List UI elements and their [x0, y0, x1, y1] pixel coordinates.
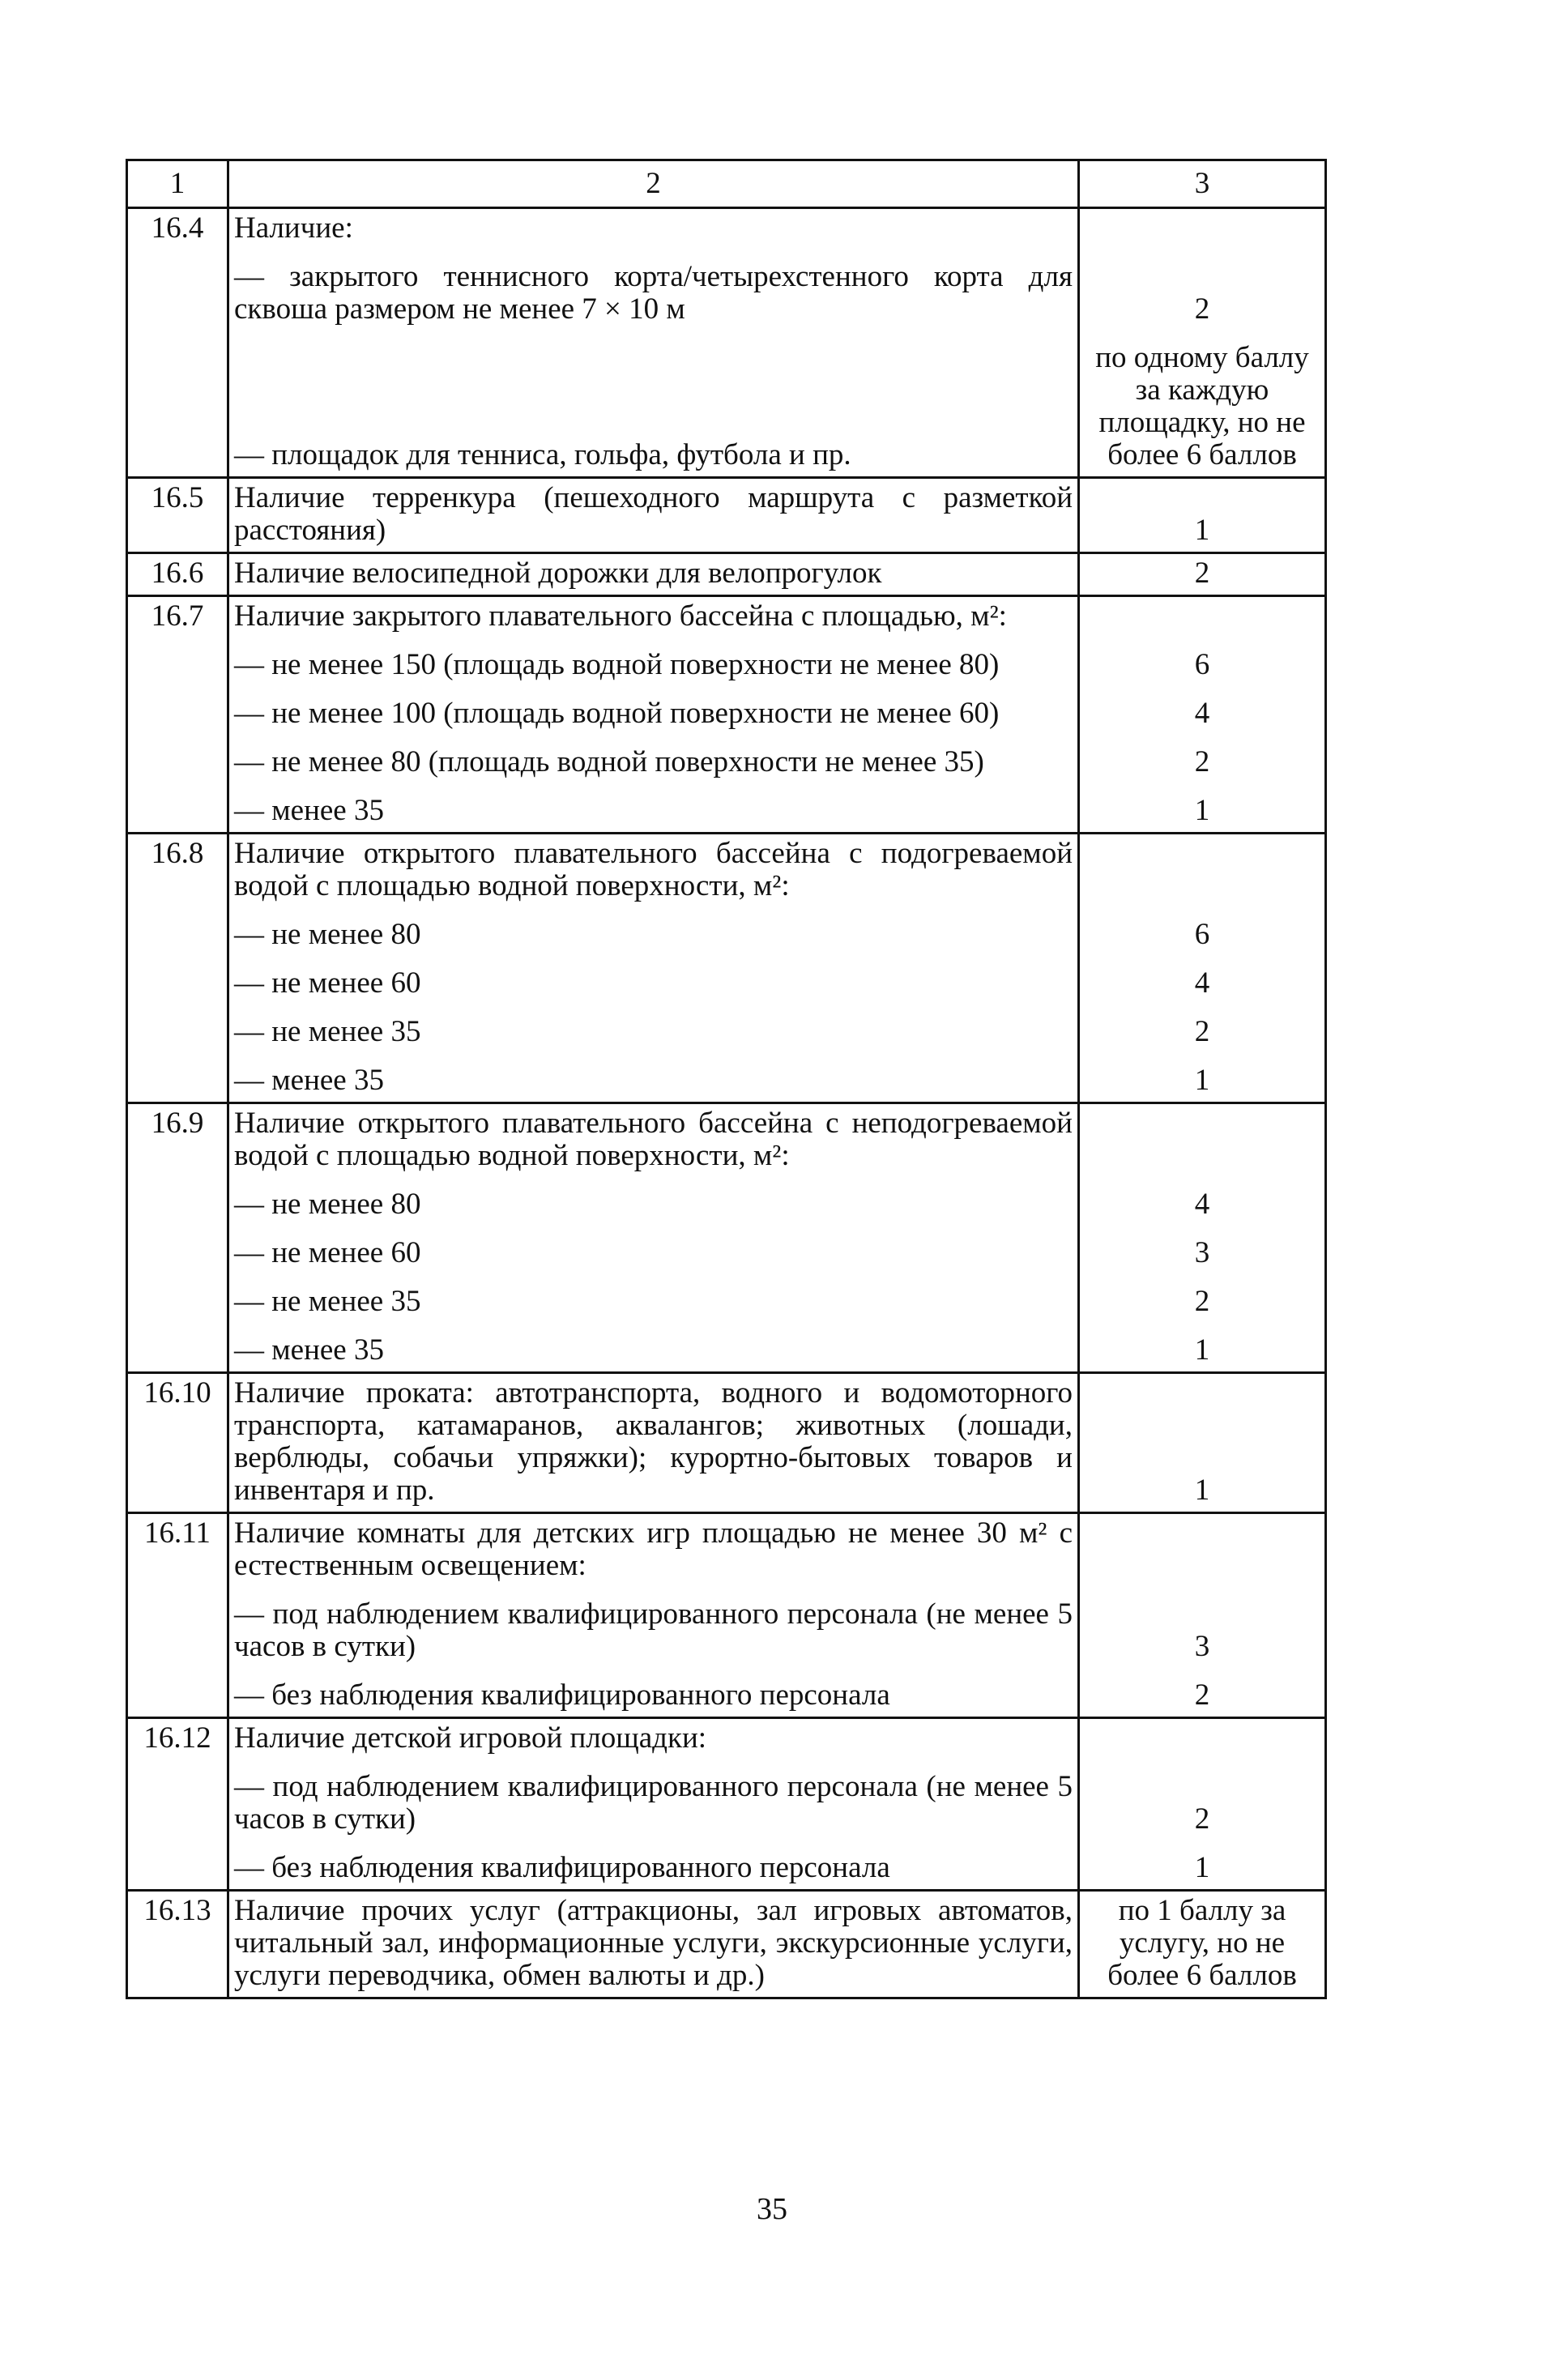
- table-row: [127, 1891, 1326, 1998]
- item-description: [228, 553, 1079, 596]
- item-description: [228, 208, 1079, 478]
- description-line: [234, 1334, 1073, 1367]
- table-header-row: [127, 160, 1326, 208]
- points-text: 6: [1194, 648, 1210, 681]
- description-line: [234, 649, 1073, 681]
- points-value: [1083, 482, 1321, 547]
- points-value: [1083, 795, 1321, 827]
- item-number: 16.4: [127, 208, 228, 478]
- description-text: — под наблюдением квалифицированного персонала (не менее 5 часов в сутки): [234, 1770, 1073, 1836]
- item-points: [1079, 1373, 1326, 1513]
- description-line: [234, 1598, 1073, 1663]
- item-points: [1079, 1513, 1326, 1718]
- description-text: — не менее 150 (площадь водной поверхности не менее 80): [234, 648, 1000, 681]
- points-value: [1083, 1188, 1321, 1221]
- description-text: — не менее 100 (площадь водной поверхности не менее 60): [234, 697, 1000, 730]
- points-value: [1083, 1016, 1321, 1048]
- description-line: [234, 1517, 1073, 1582]
- header-col-3: 3: [1079, 160, 1326, 208]
- points-value: [1083, 600, 1321, 633]
- description-line: [234, 1722, 1073, 1755]
- table-row: [127, 1103, 1326, 1373]
- item-number: 16.9: [127, 1103, 228, 1373]
- description-line: [234, 1107, 1073, 1172]
- description-line: [234, 697, 1073, 730]
- description-line: [234, 1679, 1073, 1712]
- points-value: [1083, 697, 1321, 730]
- item-description: [228, 834, 1079, 1103]
- points-value: [1083, 1598, 1321, 1663]
- table-row: [127, 1513, 1326, 1718]
- item-points: [1079, 1891, 1326, 1998]
- item-points: [1079, 553, 1326, 596]
- description-text: — без наблюдения квалифицированного персонала: [234, 1851, 890, 1884]
- description-line: [234, 600, 1073, 633]
- description-text: — менее 35: [234, 1064, 384, 1097]
- points-value: [1083, 1107, 1321, 1172]
- item-number: 16.10: [127, 1373, 228, 1513]
- points-value: [1083, 649, 1321, 681]
- description-text: — не менее 60: [234, 1236, 421, 1269]
- points-value: [1083, 1771, 1321, 1836]
- points-value: [1083, 1722, 1321, 1755]
- description-text: — площадок для тенниса, гольфа, футбола и пр.: [234, 438, 851, 471]
- item-description: [228, 1891, 1079, 1998]
- points-text: 1: [1194, 1474, 1210, 1507]
- description-line: [234, 967, 1073, 1000]
- item-points: [1079, 1103, 1326, 1373]
- description-text: Наличие терренкура (пешеходного маршрута с разметкой расстояния): [234, 481, 1073, 547]
- item-number: 16.5: [127, 478, 228, 553]
- description-line: [234, 1377, 1073, 1507]
- table-row: [127, 834, 1326, 1103]
- item-points: [1079, 1718, 1326, 1891]
- points-value: [1083, 1377, 1321, 1507]
- table-row: [127, 596, 1326, 834]
- points-text: по 1 баллу за услугу, но не более 6 баллов: [1107, 1894, 1297, 1992]
- item-number: 16.13: [127, 1891, 228, 1998]
- description-text: — менее 35: [234, 794, 384, 827]
- points-text: 4: [1194, 697, 1210, 730]
- description-text: — не менее 35: [234, 1285, 421, 1318]
- points-value: [1083, 967, 1321, 1000]
- description-line: [234, 1188, 1073, 1221]
- points-value: [1083, 1064, 1321, 1097]
- item-points: [1079, 478, 1326, 553]
- item-number: 16.6: [127, 553, 228, 596]
- points-value: [1083, 1334, 1321, 1367]
- description-line: [234, 1064, 1073, 1097]
- table-row: [127, 208, 1326, 478]
- points-value: [1083, 1237, 1321, 1269]
- description-line: [234, 212, 1073, 245]
- points-value: [1083, 1679, 1321, 1712]
- description-text: — не менее 60: [234, 966, 421, 1000]
- points-text: 6: [1194, 918, 1210, 951]
- item-description: [228, 596, 1079, 834]
- item-number: 16.8: [127, 834, 228, 1103]
- points-value: [1083, 1286, 1321, 1318]
- description-line: [234, 1771, 1073, 1836]
- item-number: 16.11: [127, 1513, 228, 1718]
- description-line: [234, 838, 1073, 902]
- description-line: [234, 557, 1073, 590]
- description-text: — менее 35: [234, 1333, 384, 1367]
- points-text: 2: [1194, 1015, 1210, 1048]
- description-text: — под наблюдением квалифицированного персонала (не менее 5 часов в сутки): [234, 1597, 1073, 1663]
- item-points: [1079, 208, 1326, 478]
- points-value: [1083, 919, 1321, 951]
- points-value: [1083, 838, 1321, 902]
- criteria-table: [126, 159, 1327, 1999]
- description-text: Наличие открытого плавательного бассейна с неподогреваемой водой с площадью водной поверхности, м²:: [234, 1107, 1073, 1172]
- points-text: 2: [1194, 745, 1210, 778]
- description-text: — не менее 35: [234, 1015, 421, 1048]
- description-text: Наличие:: [234, 211, 353, 245]
- points-value: [1083, 746, 1321, 778]
- item-description: [228, 1718, 1079, 1891]
- description-line: [234, 1286, 1073, 1318]
- item-description: [228, 1513, 1079, 1718]
- points-text: 4: [1194, 1188, 1210, 1221]
- page-number: 35: [757, 2192, 787, 2226]
- description-text: Наличие открытого плавательного бассейна с подогреваемой водой с площадью водной поверхности, м²:: [234, 837, 1073, 902]
- points-text: 1: [1194, 1333, 1210, 1367]
- description-text: — закрытого теннисного корта/четырехстенного корта для сквоша размером не менее 7 × 10 м: [234, 260, 1073, 326]
- description-line: [234, 1852, 1073, 1884]
- points-value: [1083, 557, 1321, 590]
- description-text: — не менее 80: [234, 1188, 421, 1221]
- points-text: 4: [1194, 966, 1210, 1000]
- points-text: 2: [1194, 292, 1210, 326]
- description-line: [234, 919, 1073, 951]
- points-text: 1: [1194, 514, 1210, 547]
- description-text: Наличие детской игровой площадки:: [234, 1721, 707, 1755]
- table-row: [127, 553, 1326, 596]
- points-text: 3: [1194, 1236, 1210, 1269]
- item-points: [1079, 596, 1326, 834]
- points-value: [1083, 261, 1321, 326]
- description-line: [234, 1237, 1073, 1269]
- points-text: 2: [1194, 557, 1210, 590]
- points-text: 1: [1194, 1064, 1210, 1097]
- item-number: 16.7: [127, 596, 228, 834]
- description-line: [234, 342, 1073, 471]
- description-text: Наличие проката: автотранспорта, водного и водомоторного транспорта, катамаранов, аквалангов; животных (лошади, верблюды, собачьи упряжки); курортно-бытовых товаров и инвентаря и пр.: [234, 1376, 1073, 1507]
- points-text: 1: [1194, 1851, 1210, 1884]
- item-description: [228, 478, 1079, 553]
- table-row: [127, 1373, 1326, 1513]
- points-text: по одному баллу за каждую площадку, но не более 6 баллов: [1095, 341, 1309, 471]
- description-line: [234, 482, 1073, 547]
- points-value: [1083, 1517, 1321, 1582]
- description-text: — не менее 80 (площадь водной поверхности не менее 35): [234, 745, 984, 778]
- item-points: [1079, 834, 1326, 1103]
- description-line: [234, 261, 1073, 326]
- description-text: Наличие комнаты для детских игр площадью не менее 30 м² с естественным освещением:: [234, 1516, 1073, 1582]
- description-text: — без наблюдения квалифицированного персонала: [234, 1678, 890, 1712]
- points-value: [1083, 1852, 1321, 1884]
- item-number: 16.12: [127, 1718, 228, 1891]
- header-col-1: 1: [127, 160, 228, 208]
- item-description: [228, 1373, 1079, 1513]
- description-line: [234, 1016, 1073, 1048]
- description-text: Наличие закрытого плавательного бассейна с площадью, м²:: [234, 599, 1007, 633]
- description-line: [234, 795, 1073, 827]
- description-line: [234, 746, 1073, 778]
- points-value: [1083, 212, 1321, 245]
- points-text: 2: [1194, 1802, 1210, 1836]
- table-row: [127, 478, 1326, 553]
- points-text: 1: [1194, 794, 1210, 827]
- header-col-2: 2: [228, 160, 1079, 208]
- description-text: Наличие велосипедной дорожки для велопрогулок: [234, 557, 882, 590]
- table-row: [127, 1718, 1326, 1891]
- points-text: 2: [1194, 1678, 1210, 1712]
- description-line: [234, 1895, 1073, 1992]
- points-text: 3: [1194, 1630, 1210, 1663]
- description-text: — не менее 80: [234, 918, 421, 951]
- description-text: Наличие прочих услуг (аттракционы, зал игровых автоматов, читальный зал, информационные услуги, экскурсионные услуги, услуги переводчика, обмен валюты и др.): [234, 1894, 1073, 1992]
- points-text: 2: [1194, 1285, 1210, 1318]
- item-description: [228, 1103, 1079, 1373]
- points-value: [1083, 342, 1321, 471]
- points-value: [1083, 1895, 1321, 1992]
